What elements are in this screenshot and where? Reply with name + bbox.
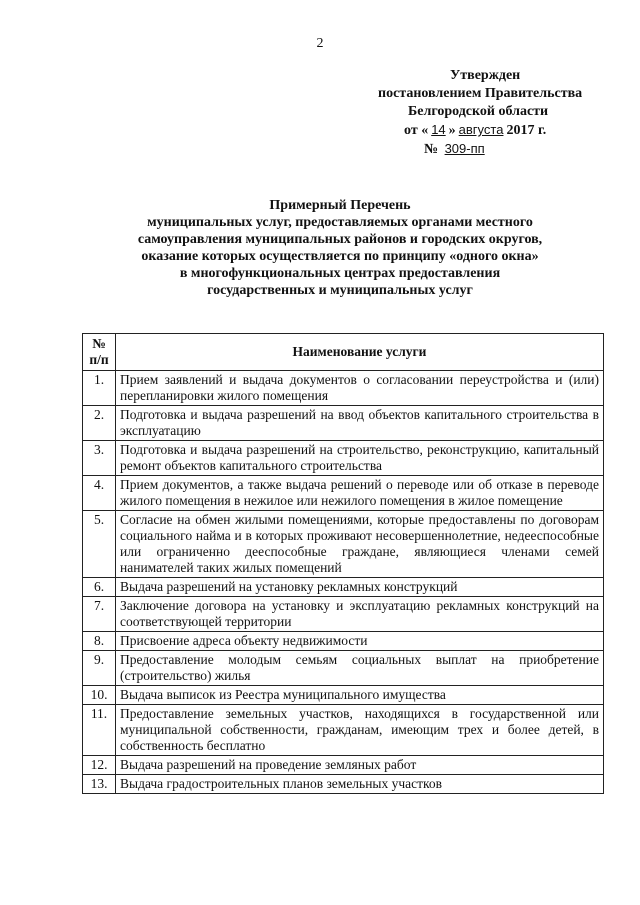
header-name: Наименование услуги: [116, 334, 604, 371]
approval-block: [378, 67, 618, 159]
row-number: 10.: [83, 686, 116, 705]
service-name: Прием документов, а также выдача решений о переводе или об отказе в переводе жилого помещения в нежилое или нежилого помещения в жилое помещение: [116, 476, 604, 511]
title-line-5: в многофункциональных центрах предоставления: [179, 266, 501, 281]
service-name: Согласие на обмен жилыми помещениями, которые предоставлены по договорам социального найма и в которых проживают несовершеннолетние, недееспособные или ограниченно дееспособные граждане, являющиеся членами семей нанимателей таких жилых помещений: [116, 511, 604, 578]
table-row: [83, 651, 604, 686]
date-month: августа: [458, 122, 504, 137]
table-row: [83, 441, 604, 476]
date-prefix: от «: [404, 123, 429, 138]
table-row: [83, 578, 604, 597]
table-header-row: [83, 334, 604, 371]
row-number: 8.: [83, 632, 116, 651]
approval-date: [378, 121, 618, 140]
table-body: [83, 371, 604, 794]
title-line-6: государственных и муниципальных услуг: [207, 283, 473, 298]
row-number: 11.: [83, 705, 116, 756]
row-number: 6.: [83, 578, 116, 597]
approval-issuer: постановлением Правительства: [378, 86, 583, 101]
service-name: Выдача разрешений на проведение земляных работ: [116, 756, 604, 775]
date-year: 2017: [506, 123, 535, 138]
services-table: [82, 333, 604, 794]
table-row: [83, 756, 604, 775]
table-row: [83, 597, 604, 632]
table-row: [83, 632, 604, 651]
date-day: 14: [431, 122, 446, 137]
table-row: [83, 511, 604, 578]
service-name: Выдача разрешений на установку рекламных конструкций: [116, 578, 604, 597]
header-num-label: п/п: [89, 352, 109, 367]
number-prefix: №: [424, 142, 439, 157]
date-mid: »: [448, 123, 456, 138]
approval-heading: Утвержден: [450, 68, 521, 83]
service-name: Предоставление земельных участков, находящихся в государственной или муниципальной собственности, гражданам, имеющим трех и более детей, в собственность бесплатно: [116, 705, 604, 756]
service-name: Выдача градостроительных планов земельных участков: [116, 775, 604, 794]
number-value: 309-пп: [444, 141, 485, 156]
row-number: 12.: [83, 756, 116, 775]
title-line-3: самоуправления муниципальных районов и городских округов,: [137, 232, 543, 247]
table-row: [83, 406, 604, 441]
page-number: 2: [316, 36, 324, 51]
row-number: 9.: [83, 651, 116, 686]
document-title: [60, 197, 620, 299]
table-row: [83, 686, 604, 705]
service-name: Прием заявлений и выдача документов о согласовании переустройства и (или) перепланировки жилого помещения: [116, 371, 604, 406]
service-name: Присвоение адреса объекту недвижимости: [116, 632, 604, 651]
header-num: [83, 334, 116, 371]
service-name: Заключение договора на установку и эксплуатацию рекламных конструкций на соответствующей территории: [116, 597, 604, 632]
table-row: [83, 775, 604, 794]
service-name: Подготовка и выдача разрешений на ввод объектов капитального строительства в эксплуатацию: [116, 406, 604, 441]
row-number: 1.: [83, 371, 116, 406]
row-number: 3.: [83, 441, 116, 476]
approval-region: Белгородской области: [408, 104, 549, 119]
table-row: [83, 705, 604, 756]
row-number: 2.: [83, 406, 116, 441]
service-name: Выдача выписок из Реестра муниципального имущества: [116, 686, 604, 705]
table-row: [83, 371, 604, 406]
approval-number: [378, 140, 618, 159]
title-line-1: Примерный Перечень: [269, 198, 411, 213]
row-number: 5.: [83, 511, 116, 578]
date-suffix: г.: [537, 123, 547, 138]
title-line-4: оказание которых осуществляется по принципу «одного окна»: [141, 249, 539, 264]
row-number: 4.: [83, 476, 116, 511]
service-name: Подготовка и выдача разрешений на строительство, реконструкцию, капитальный ремонт объектов капитального строительства: [116, 441, 604, 476]
service-name: Предоставление молодым семьям социальных выплат на приобретение (строительство) жилья: [116, 651, 604, 686]
table-row: [83, 476, 604, 511]
title-line-2: муниципальных услуг, предоставляемых органами местного: [147, 215, 533, 230]
row-number: 7.: [83, 597, 116, 632]
header-num-symbol: №: [92, 336, 106, 351]
row-number: 13.: [83, 775, 116, 794]
